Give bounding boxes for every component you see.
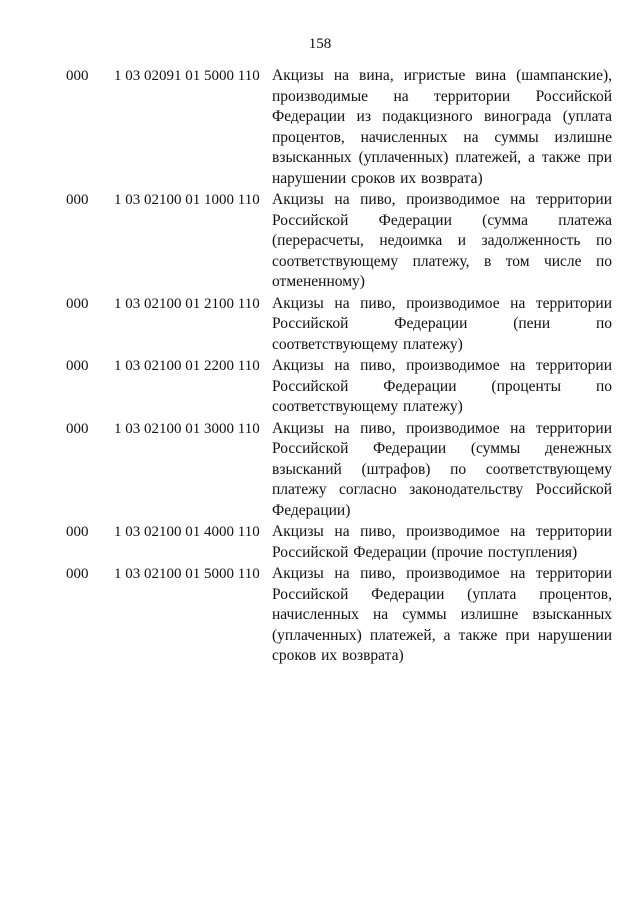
income-description: Акцизы на пиво, производимое на территории Российской Федерации (сумма платежа (перерасчеты, недоимка и задолженность по соответствующему платежу, в том числе по отмененному) (272, 191, 612, 290)
table-row (66, 419, 612, 522)
admin-code: 000 (66, 420, 89, 437)
budget-classification-code: 1 03 02100 01 4000 110 (114, 524, 260, 540)
budget-classification-code: 1 03 02100 01 2200 110 (114, 358, 260, 374)
page-number: 158 (308, 36, 332, 52)
income-description: Акцизы на пиво, производимое на территории Российской Федерации (прочие поступления) (272, 523, 612, 561)
table-row (66, 522, 612, 563)
admin-code: 000 (66, 524, 89, 540)
admin-code: 000 (66, 192, 89, 208)
table-row (66, 564, 612, 667)
budget-classification-code: 1 03 02100 01 5000 110 (114, 566, 260, 582)
budget-classification-code: 1 03 02100 01 1000 110 (114, 192, 260, 208)
budget-classification-code: 1 03 02100 01 3000 110 (114, 420, 260, 437)
income-description: Акцизы на пиво, производимое на территории Российской Федерации (проценты по соответствующему платежу) (272, 357, 612, 415)
table-row (66, 294, 612, 356)
budget-classification-code: 1 03 02100 01 2100 110 (114, 295, 260, 312)
income-description: Акцизы на вина, игристые вина (шампанские), производимые на территории Российской Федерации из подакцизного винограда (уплата процентов, начисленных на суммы излишне взысканных (уплаченных) платежей, а также при нарушении сроков их возврата) (272, 67, 612, 187)
income-description: Акцизы на пиво, производимое на территории Российской Федерации (суммы денежных взысканий (штрафов) по соответствующему платежу согласно законодательству Российской Федерации) (272, 419, 612, 519)
kbk-table (66, 66, 612, 668)
budget-classification-code: 1 03 02091 01 5000 110 (114, 68, 260, 84)
table-row (66, 356, 612, 418)
admin-code: 000 (66, 295, 89, 312)
table-row (66, 190, 612, 293)
income-description: Акцизы на пиво, производимое на территории Российской Федерации (уплата процентов, начисленных на суммы излишне взысканных (уплаченных) платежей, а также при нарушении сроков их возврата) (272, 565, 612, 664)
table-row (66, 66, 612, 189)
admin-code: 000 (66, 68, 89, 84)
income-description: Акцизы на пиво, производимое на территории Российской Федерации (пени по соответствующему платежу) (272, 294, 612, 353)
admin-code: 000 (66, 358, 89, 374)
admin-code: 000 (66, 566, 89, 582)
